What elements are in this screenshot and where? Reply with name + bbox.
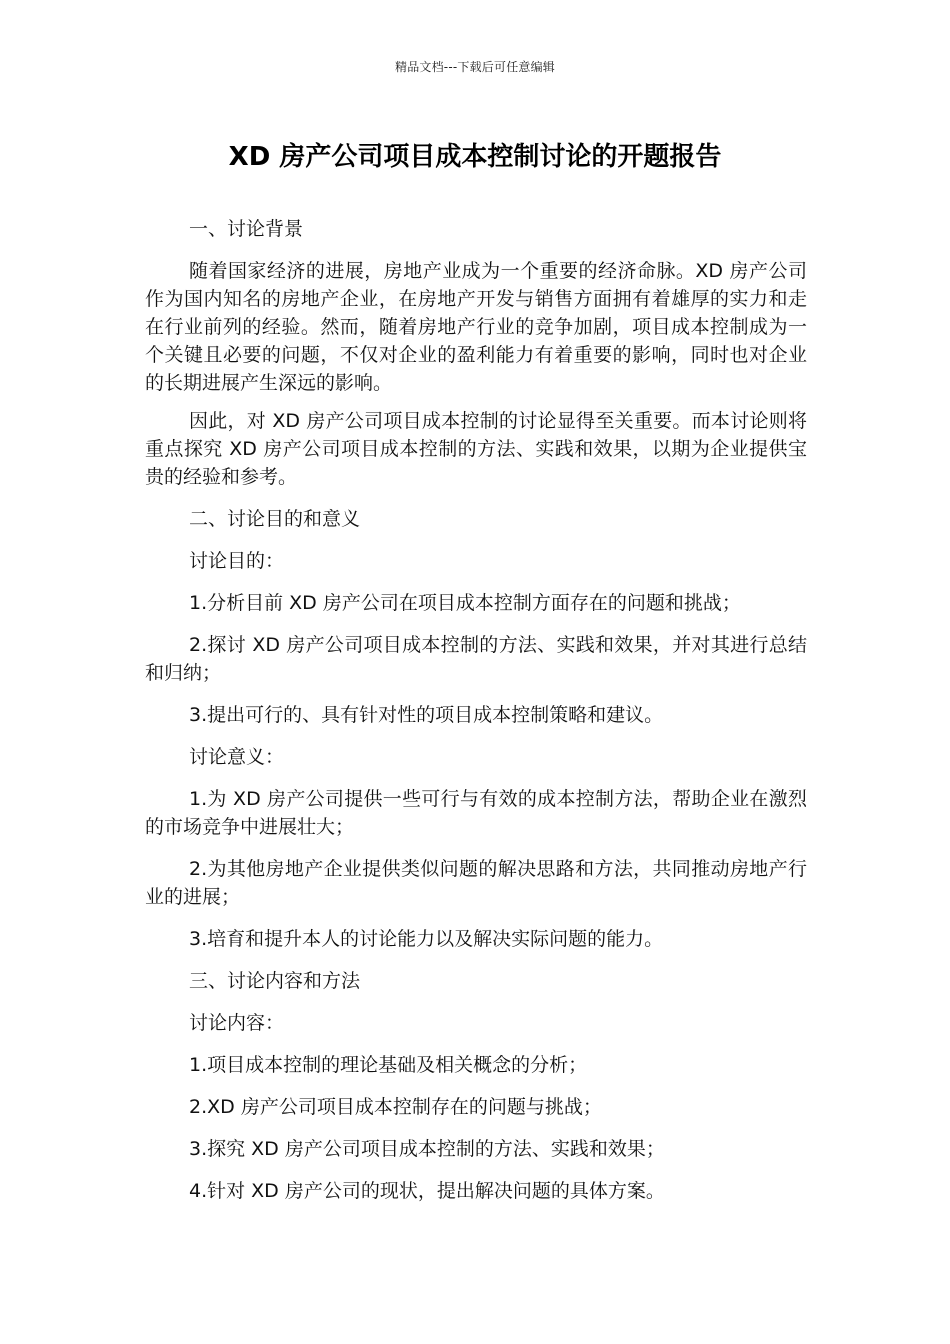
list-item: 3.培育和提升本人的讨论能力以及解决实际问题的能力。 xyxy=(189,928,664,950)
list-item: 3.探究 XD 房产公司项目成本控制的方法、实践和效果； xyxy=(189,1138,665,1160)
subheading-content: 讨论内容： xyxy=(189,1012,285,1034)
list-item: 1.为 XD 房产公司提供一些可行与有效的成本控制方法，帮助企业在激烈的市场竞争中进展壮大； xyxy=(145,788,807,838)
list-item: 2.为其他房地产企业提供类似问题的解决思路和方法，共同推动房地产行业的进展； xyxy=(145,858,807,908)
body-paragraph: 随着国家经济的进展，房地产业成为一个重要的经济命脉。XD 房产公司作为国内知名的房地产企业，在房地产开发与销售方面拥有着雄厚的实力和走在行业前列的经验。然而，随着房地产行业的竞争加剧，项目成本控制成为一个关键且必要的问题，不仅对企业的盈利能力有着重要的影响，同时也对企业的长期进展产生深远的影响。 xyxy=(145,260,807,394)
section-heading-background: 一、讨论背景 xyxy=(189,218,304,240)
list-item: 4.针对 XD 房产公司的现状，提出解决问题的具体方案。 xyxy=(189,1180,665,1202)
list-item: 2.XD 房产公司项目成本控制存在的问题与挑战； xyxy=(189,1096,602,1118)
document-body xyxy=(145,215,807,1219)
section-heading-purpose: 二、讨论目的和意义 xyxy=(189,508,361,530)
subheading-purpose: 讨论目的： xyxy=(189,550,285,572)
body-paragraph: 因此，对 XD 房产公司项目成本控制的讨论显得至关重要。而本讨论则将重点探究 XD 房产公司项目成本控制的方法、实践和效果，以期为企业提供宝贵的经验和参考。 xyxy=(145,410,807,488)
subheading-significance: 讨论意义： xyxy=(189,746,285,768)
header-note: 精品文档---下载后可任意编辑 xyxy=(395,60,555,74)
list-item: 3.提出可行的、具有针对性的项目成本控制策略和建议。 xyxy=(189,704,664,726)
list-item: 1.分析目前 XD 房产公司在项目成本控制方面存在的问题和挑战； xyxy=(189,592,741,614)
list-item: 1.项目成本控制的理论基础及相关概念的分析； xyxy=(189,1054,588,1076)
list-item: 2.探讨 XD 房产公司项目成本控制的方法、实践和效果，并对其进行总结和归纳； xyxy=(145,634,807,684)
section-heading-content: 三、讨论内容和方法 xyxy=(189,970,361,992)
document-title: XD 房产公司项目成本控制讨论的开题报告 xyxy=(228,142,722,172)
